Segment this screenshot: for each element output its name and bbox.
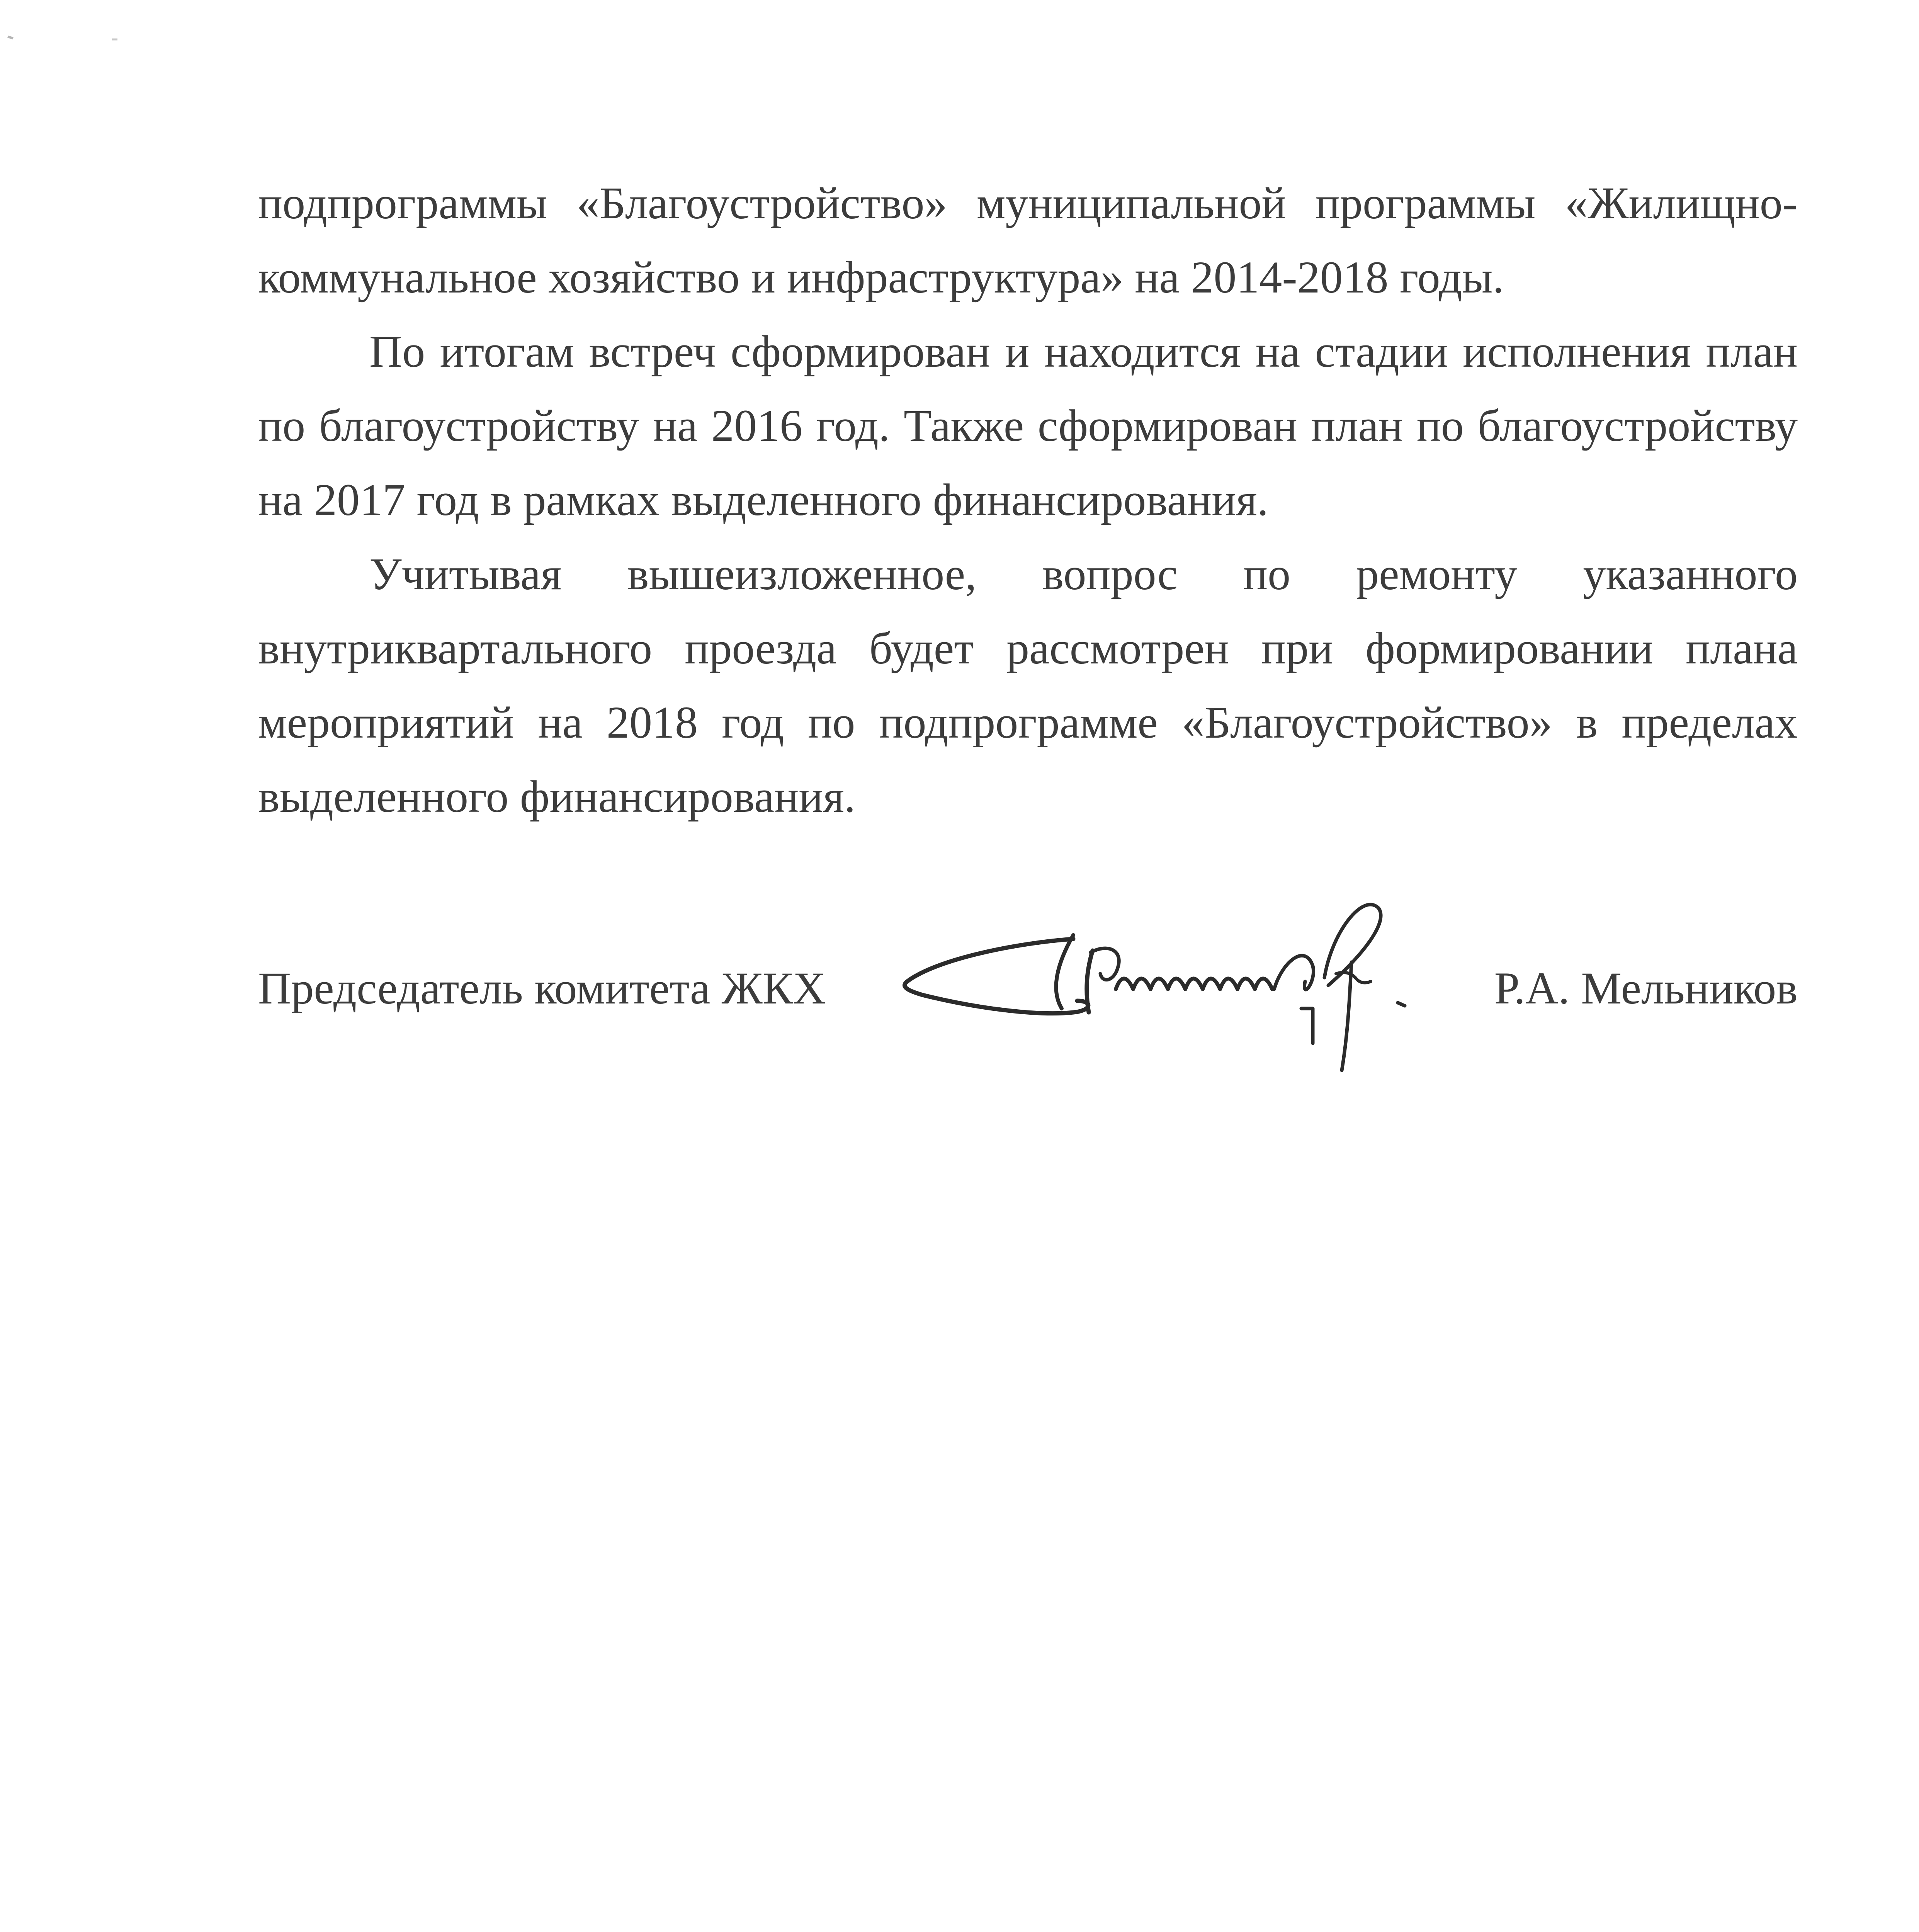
signature-block (258, 920, 1798, 1082)
handwritten-signature (892, 885, 1518, 1086)
scan-artifact-marks (0, 0, 155, 77)
signatory-position: Председатель комитета ЖКХ (258, 963, 826, 1014)
paragraph-2: По итогам встреч сформирован и находится на стадии исполнения план по благоустройству на 2016 год. Также сформирован план по благоустройству на 2017 год в рамках выделенного финансирования. (258, 326, 1798, 525)
letter-body (258, 166, 1798, 834)
paragraph-1: подпрограммы «Благоустройство» муниципальной программы «Жилищно-коммунальное хозяйство и инфраструктура» на 2014-2018 годы. (258, 178, 1798, 303)
paragraph-3: Учитывая вышеизложенное, вопрос по ремонту указанного внутриквартального проезда будет рассмотрен при формировании плана мероприятий на 2018 год по подпрограмме «Благоустройство» в пределах выделенного финансирования. (258, 549, 1798, 822)
signatory-name: Р.А. Мельников (1494, 963, 1798, 1014)
